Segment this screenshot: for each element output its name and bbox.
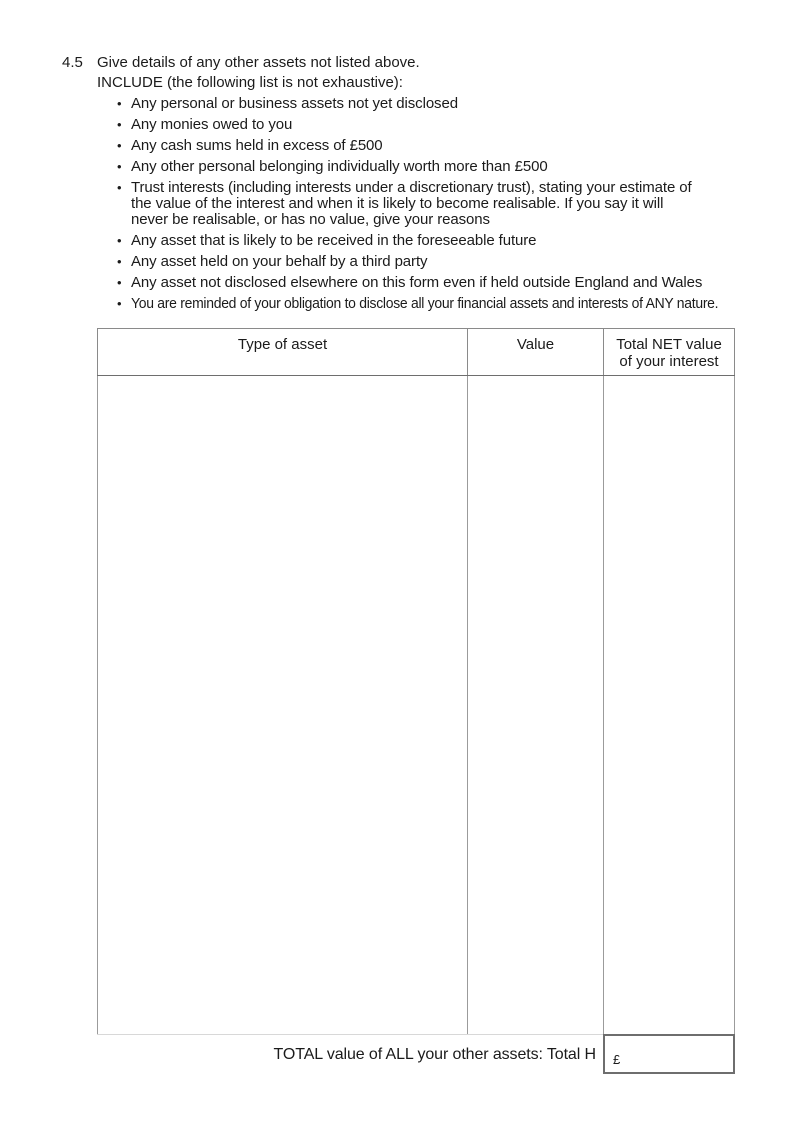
list-item-text: Any personal or business assets not yet disclosed xyxy=(131,95,458,112)
list-item xyxy=(117,275,748,291)
section-prompt: Give details of any other assets not listed above. xyxy=(97,54,420,71)
total-row xyxy=(97,1035,735,1075)
net-value-cell[interactable] xyxy=(604,376,735,1035)
table-row xyxy=(98,376,735,1035)
asset-type-cell[interactable] xyxy=(98,376,468,1035)
list-item xyxy=(117,138,748,154)
bullet-icon: • xyxy=(117,138,122,153)
list-item xyxy=(117,159,748,175)
section-number: 4.5 xyxy=(62,54,83,71)
include-heading: INCLUDE (the following list is not exhaustive): xyxy=(97,74,403,91)
list-item-text: Any cash sums held in excess of £500 xyxy=(131,137,383,154)
bullet-icon: • xyxy=(117,275,122,290)
section-body xyxy=(97,53,748,317)
total-value-box[interactable] xyxy=(603,1034,735,1074)
column-header-value: Value xyxy=(468,329,604,376)
table-header-row xyxy=(98,329,735,376)
list-item xyxy=(117,254,748,270)
list-item-text: Any asset held on your behalf by a third party xyxy=(131,253,428,270)
list-item xyxy=(117,233,748,249)
list-item-text: Any monies owed to you xyxy=(131,116,293,133)
list-item xyxy=(117,296,748,312)
column-header-type-of-asset: Type of asset xyxy=(98,329,468,376)
bullet-icon: • xyxy=(117,254,122,269)
include-list xyxy=(117,96,748,312)
total-label: TOTAL value of ALL your other assets: Total H xyxy=(273,1046,596,1063)
list-item xyxy=(117,96,748,112)
other-assets-table xyxy=(97,328,735,1035)
bullet-icon: • xyxy=(117,233,122,248)
value-cell[interactable] xyxy=(468,376,604,1035)
bullet-icon: • xyxy=(117,159,122,174)
column-header-total-net-value: Total NET value of your interest xyxy=(604,329,735,376)
pound-symbol: £ xyxy=(613,1052,621,1067)
list-item-text: Trust interests (including interests under a discretionary trust), stating your estimate of the value of the interest and when it is likely to become realisable. If you say it will never be realisable, or has no value, give your reasons xyxy=(131,179,692,228)
list-item xyxy=(117,180,748,228)
bullet-icon: • xyxy=(117,296,122,311)
list-item-text: Any asset that is likely to be received in the foreseeable future xyxy=(131,232,537,249)
list-item xyxy=(117,117,748,133)
bullet-icon: • xyxy=(117,96,122,111)
list-item-text: Any asset not disclosed elsewhere on this form even if held outside England and Wales xyxy=(131,274,703,291)
section-4-5 xyxy=(0,0,800,317)
list-item-text: You are reminded of your obligation to disclose all your financial assets and interests of ANY nature. xyxy=(131,295,719,312)
bullet-icon: • xyxy=(117,180,122,195)
bullet-icon: • xyxy=(117,117,122,132)
list-item-text: Any other personal belonging individually worth more than £500 xyxy=(131,158,548,175)
